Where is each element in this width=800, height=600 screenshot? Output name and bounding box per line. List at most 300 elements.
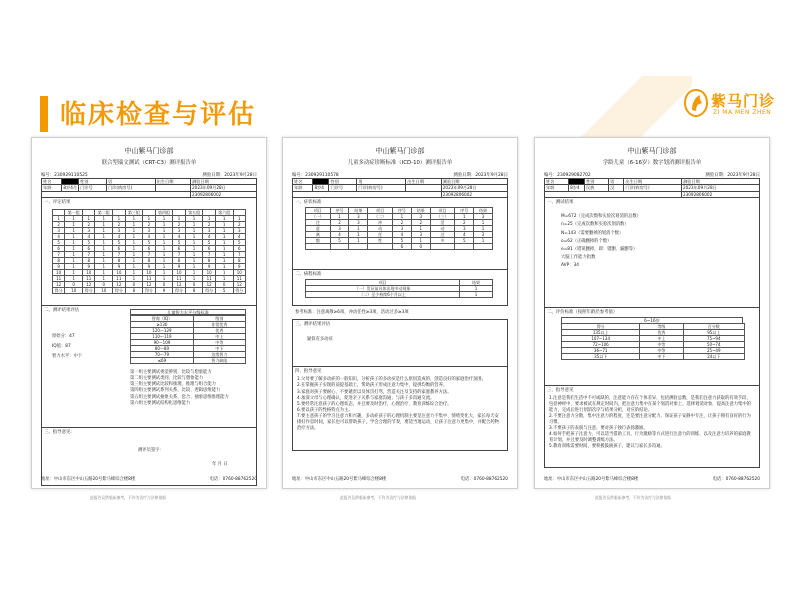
symptom-cell: 动 bbox=[368, 226, 393, 232]
symptom-cell: 3 bbox=[349, 220, 368, 226]
grid-cell: 10 bbox=[95, 288, 113, 294]
grid-cell: 1 bbox=[215, 240, 233, 246]
grid-cell: 6 bbox=[113, 246, 125, 252]
result-item: n=25（完成次数和实验次划消数） bbox=[561, 222, 629, 228]
grid-cell: 1 bbox=[125, 246, 143, 252]
patient-cell: 2023年09月28日 bbox=[681, 185, 759, 191]
patient-cell: 门诊(病房号) bbox=[624, 185, 682, 191]
footer-address: 地址：中山市东区中山五路20号紫马峰综合楼8楼 bbox=[544, 476, 639, 482]
symptom-table bbox=[305, 207, 493, 250]
section-heading: 二、病程标准 bbox=[295, 271, 322, 277]
course-cell: （一）发证前具体出现多动现象 bbox=[306, 286, 460, 292]
symptom-cell bbox=[330, 244, 349, 250]
grid-cell: 1 bbox=[185, 240, 203, 246]
symptom-cell: 1 bbox=[474, 238, 493, 244]
grid-cell: 1 bbox=[53, 216, 65, 222]
grid-cell: 得分 bbox=[143, 288, 155, 294]
grid-cell: 7 bbox=[143, 252, 155, 258]
section-heading: 二、评价标准（按照年龄层参考值） bbox=[547, 309, 618, 315]
report-id: 编号：230929110578 bbox=[292, 172, 339, 178]
grid-cell: 9 bbox=[113, 264, 125, 270]
grid-cell: 1 bbox=[65, 222, 83, 228]
symptom-header-cell: 项目 bbox=[306, 208, 331, 214]
grid-cell: 4 bbox=[233, 234, 245, 240]
patient-cell: 23092806002 bbox=[681, 191, 759, 197]
grid-cell: 1 bbox=[83, 216, 95, 222]
symptom-cell: 注 bbox=[306, 220, 331, 226]
symptom-cell: 多 bbox=[430, 238, 455, 244]
symptom-cell: 0 bbox=[411, 244, 430, 250]
level-cell: 优秀 bbox=[193, 327, 245, 333]
eval-header-cell: 百分数 bbox=[683, 324, 745, 330]
patient-cell: 测验日期 bbox=[190, 179, 256, 185]
report-org: 中山紫马门诊部 bbox=[375, 147, 425, 155]
grid-cell: 9 bbox=[155, 288, 173, 294]
grid-cell: 1 bbox=[215, 222, 233, 228]
symptom-cell: 1 bbox=[474, 220, 493, 226]
grid-cell: 1 bbox=[215, 270, 233, 276]
grid-cell: 9 bbox=[53, 264, 65, 270]
symptom-header-cell: 序号 bbox=[392, 208, 411, 214]
symptom-header-cell: 项目 bbox=[430, 208, 455, 214]
group-description: 第四组主要测试系列关系、比较、逻辑思维能力 bbox=[130, 388, 221, 394]
level-cell: 80—89 bbox=[131, 345, 194, 351]
eval-cell: 25~49 bbox=[683, 348, 745, 354]
table-row bbox=[562, 354, 745, 360]
grid-cell: 1 bbox=[215, 234, 233, 240]
grid-cell: 1 bbox=[155, 264, 173, 270]
group-description: 第一组主要测试视觉辨别、比较与想象能力 bbox=[130, 369, 212, 375]
symptom-cell: 任 bbox=[368, 232, 393, 238]
patient-cell: 姓名 bbox=[42, 179, 62, 185]
grid-cell: 10 bbox=[113, 270, 125, 276]
symptom-cell: 冲 bbox=[368, 220, 393, 226]
grid-cell: 5 bbox=[113, 240, 125, 246]
symptom-cell: 1 bbox=[455, 214, 474, 220]
grid-cell: 3 bbox=[113, 228, 125, 234]
grid-cell: 5 bbox=[83, 240, 95, 246]
grid-cell: 5 bbox=[203, 240, 215, 246]
grid-cell: 7 bbox=[83, 252, 95, 258]
symptom-cell: 3 bbox=[411, 214, 430, 220]
symptom-cell: 意 bbox=[306, 226, 331, 232]
section-heading: 三、指导意见 bbox=[547, 387, 574, 393]
section-heading: 一、测试结果 bbox=[547, 199, 574, 205]
section-heading: 一、评定结果 bbox=[44, 199, 71, 205]
eval-cell: 优秀 bbox=[640, 330, 683, 336]
group-description: 第五组主要测试抽象关系、套合、抽象思维推理能力 bbox=[130, 394, 229, 400]
grid-cell: 1 bbox=[215, 246, 233, 252]
symptom-cell: 动 bbox=[430, 226, 455, 232]
grid-cell: 11 bbox=[113, 276, 125, 282]
symptom-cell: （二） bbox=[368, 214, 393, 220]
section-evaluation bbox=[41, 306, 257, 428]
level-cell: 110—119 bbox=[131, 333, 194, 339]
symptom-cell bbox=[455, 244, 474, 250]
grid-header-cell: 第二组 bbox=[95, 210, 113, 216]
grid-cell: 1 bbox=[125, 240, 143, 246]
grid-cell: 3 bbox=[233, 228, 245, 234]
patient-cell: 男 bbox=[106, 179, 155, 185]
symptom-cell: 3 bbox=[411, 232, 430, 238]
patient-cell: 汉 bbox=[609, 185, 624, 191]
grid-header-cell: 第三组 bbox=[125, 210, 143, 216]
advice-list bbox=[549, 396, 755, 450]
grid-cell: 1 bbox=[185, 228, 203, 234]
symptom-cell: 4 bbox=[330, 232, 349, 238]
symptom-cell: 3 bbox=[474, 214, 493, 220]
grid-cell: 得分 bbox=[83, 288, 95, 294]
advice-item: 1.注意是我们生活中不可或缺的，注意能力存在个体差异，包括测验总数，是我们注意力获取的有效手段，包括神经中，要求被试在规定时间内，把注意力集中在某个划消对象上，选择划消对象，提高注意力集中的能力，完成后进行划消次序与结果分析，对应的结论。 bbox=[549, 396, 751, 414]
grid-cell: 2 bbox=[203, 222, 215, 228]
evaluation-result: 疑似有多动症 bbox=[307, 337, 333, 343]
grid-cell: 1 bbox=[95, 270, 113, 276]
patient-cell: 姓名 bbox=[293, 179, 313, 185]
advice-item: 7.要主意孩子的学习注意力和兴趣，多动症孩子的心理机制主要是注意力不集中、情绪变化大，家长每天安排好作息时间，家长也可以帮助孩子，学会合理的节奏，要适当地运动，让孩子注意力更集中，并配合药物治疗方法。 bbox=[297, 413, 499, 431]
eval-cell: 72~106 bbox=[562, 342, 640, 348]
grid-cell: 1 bbox=[185, 222, 203, 228]
advice-item: 2.不要注意力分散，集中注意力的程度，还是要注意分配力，保证孩子安静中专注，让孩子拥有良好的行为习惯。 bbox=[549, 414, 751, 426]
grid-cell: 1 bbox=[125, 270, 143, 276]
grid-cell: 12 bbox=[53, 282, 65, 288]
grid-cell: 1 bbox=[65, 276, 83, 282]
level-cell: 中等 bbox=[193, 339, 245, 345]
section-heading: 二、测评结果评估 bbox=[44, 307, 80, 313]
symptom-cell: 3 bbox=[392, 226, 411, 232]
report-id: 编号：230929082702 bbox=[544, 172, 591, 178]
grid-cell: 6 bbox=[173, 246, 185, 252]
grid-cell: 2 bbox=[83, 222, 95, 228]
report-footer bbox=[544, 477, 760, 482]
section-course bbox=[292, 270, 508, 306]
symptom-cell: 1 bbox=[392, 214, 411, 220]
logo-subtext: ZI MA MEN ZHEN bbox=[713, 109, 772, 116]
grid-cell: 1 bbox=[185, 264, 203, 270]
grid-cell: 10 bbox=[173, 270, 185, 276]
patient-cell: 男 bbox=[609, 179, 624, 185]
section-test-results bbox=[544, 198, 760, 308]
symptom-cell: 1 bbox=[411, 238, 430, 244]
grid-cell: 8 bbox=[185, 288, 203, 294]
patient-cell: 年龄 bbox=[42, 185, 62, 191]
level-cell: ≤69 bbox=[131, 357, 194, 363]
symptom-cell: 性 bbox=[368, 238, 393, 244]
grid-cell: 11 bbox=[203, 276, 215, 282]
grid-cell: 8 bbox=[173, 258, 185, 264]
eval-cell: 24以下 bbox=[683, 354, 745, 360]
eval-cell: 中等 bbox=[640, 348, 683, 354]
symptom-cell: （一） bbox=[306, 214, 331, 220]
grid-cell: 1 bbox=[155, 270, 173, 276]
advice-list bbox=[297, 377, 503, 431]
grid-cell: 11 bbox=[233, 276, 245, 282]
grid-cell: 1 bbox=[215, 252, 233, 258]
course-cell: 1 bbox=[460, 286, 493, 292]
table-row bbox=[131, 357, 246, 363]
grid-cell: 1 bbox=[95, 264, 113, 270]
grid-cell: 11 bbox=[83, 276, 95, 282]
symptom-cell: 1 bbox=[330, 214, 349, 220]
grid-cell: 7 bbox=[203, 252, 215, 258]
section-eval-standard bbox=[544, 308, 760, 386]
symptom-cell: 5 bbox=[330, 238, 349, 244]
section-heading: 三、指导意见： bbox=[44, 429, 75, 435]
eval-header-cell: 得分 bbox=[562, 324, 640, 330]
grid-cell: 1 bbox=[65, 258, 83, 264]
section-heading: 一、症状标准 bbox=[295, 199, 322, 205]
patient-cell: 测验日期 bbox=[681, 179, 759, 185]
title-accent-bar bbox=[40, 96, 48, 132]
grid-cell: 7 bbox=[113, 252, 125, 258]
grid-cell: 12 bbox=[113, 282, 125, 288]
symptom-header-cell: 结果 bbox=[411, 208, 430, 214]
patient-info-table bbox=[41, 178, 257, 198]
grid-cell: 1 bbox=[215, 276, 233, 282]
grid-cell: 4 bbox=[173, 234, 185, 240]
advice-item: 5.教育训练需要时间，要积极鼓励孩子，建议与家长多沟通。 bbox=[549, 444, 665, 450]
grid-cell: 1 bbox=[155, 246, 173, 252]
report-date: 测验日期：2023年9月28日 bbox=[705, 172, 760, 178]
grid-cell: 8 bbox=[83, 258, 95, 264]
grid-header-cell: 第五组 bbox=[185, 210, 203, 216]
patient-cell: 姓名 bbox=[545, 179, 569, 185]
report-title: 儿童多动症诊断标准（ICD-10）测评报告单 bbox=[347, 159, 453, 166]
grid-header-cell: 第六组 bbox=[215, 210, 233, 216]
advice-item: 5.要经常注意孩子的心理状态，并且要及时治疗，心理治疗、教育训练综合治疗。 bbox=[297, 401, 452, 407]
grid-cell: 1 bbox=[185, 216, 203, 222]
grid-cell: 5 bbox=[53, 240, 65, 246]
symptom-cell bbox=[306, 244, 331, 250]
symptom-cell: 5 bbox=[455, 238, 474, 244]
grid-cell: 3 bbox=[53, 228, 65, 234]
symptom-cell: 1 bbox=[349, 232, 368, 238]
result-item: 大脑工作能力指数 bbox=[561, 255, 596, 261]
symptom-cell bbox=[474, 244, 493, 250]
grid-cell: 4 bbox=[53, 234, 65, 240]
grid-cell: 8 bbox=[233, 258, 245, 264]
footer-phone: 电话：0760-88762520 bbox=[209, 476, 257, 482]
grid-cell: 6 bbox=[83, 246, 95, 252]
patient-cell: 性别 bbox=[329, 179, 357, 185]
table-row bbox=[53, 288, 246, 294]
symptom-header-cell: 序号 bbox=[455, 208, 474, 214]
level-cell: 智力缺陷 bbox=[193, 357, 245, 363]
grid-cell: 12 bbox=[203, 282, 215, 288]
course-table bbox=[305, 279, 493, 298]
symptom-cell: 3 bbox=[349, 214, 368, 220]
patient-cell: 23092806002 bbox=[441, 191, 507, 197]
symptom-cell bbox=[368, 244, 393, 250]
grid-cell: 5 bbox=[215, 288, 233, 294]
grid-cell: 10 bbox=[143, 270, 155, 276]
advice-item: 1.父母要了解多动症的一般知识，分析孩子的多动症是什么原因造成的，创造良好的家庭治疗氛围。 bbox=[297, 377, 486, 383]
grid-cell: 2 bbox=[143, 222, 155, 228]
grid-cell: 1 bbox=[155, 252, 173, 258]
report-id: 编号：230929110525 bbox=[41, 172, 88, 178]
grid-cell: 1 bbox=[233, 216, 245, 222]
grid-cell: 10 bbox=[203, 270, 215, 276]
grid-cell: 10 bbox=[53, 270, 65, 276]
header-decoration bbox=[552, 76, 692, 146]
grid-cell: 11 bbox=[143, 276, 155, 282]
symptom-header-cell: 结果 bbox=[349, 208, 368, 214]
iq-score: IQ值：87 bbox=[52, 343, 71, 349]
grid-cell: 1 bbox=[125, 228, 143, 234]
grid-cell: 1 bbox=[65, 240, 83, 246]
symptom-cell bbox=[430, 244, 455, 250]
footer-phone: 电话：0760-88762520 bbox=[712, 476, 760, 482]
symptom-cell: 1 bbox=[349, 238, 368, 244]
symptom-cell: 5 bbox=[392, 238, 411, 244]
grid-cell: 1 bbox=[155, 258, 173, 264]
grid-cell: 0 bbox=[215, 282, 233, 288]
grid-cell: 12 bbox=[173, 282, 185, 288]
level-cell: 70—79 bbox=[131, 351, 194, 357]
footer-address: 地址：中山市东区中山五路20号紫马峰综合楼8楼 bbox=[41, 476, 136, 482]
level-table-title: 儿童智力水平分级标准 bbox=[130, 309, 246, 315]
level-header-cell: 智商（IQ） bbox=[131, 315, 194, 321]
patient-cell: 年龄 bbox=[545, 185, 569, 191]
eval-cell: 95以上 bbox=[683, 330, 745, 336]
horse-logo-icon bbox=[683, 88, 709, 118]
eval-cell: 中上 bbox=[640, 336, 683, 342]
patient-cell bbox=[545, 191, 682, 197]
grid-cell: 1 bbox=[95, 276, 113, 282]
grid-cell: 1 bbox=[185, 234, 203, 240]
grid-cell: 1 bbox=[65, 264, 83, 270]
symptom-header-cell: 项目 bbox=[368, 208, 393, 214]
grid-cell: 1 bbox=[95, 216, 113, 222]
grid-cell: 1 bbox=[65, 228, 83, 234]
grid-cell: 8 bbox=[113, 258, 125, 264]
symptom-cell: 3 bbox=[330, 226, 349, 232]
patient-row bbox=[42, 191, 257, 197]
grid-cell: 得分 bbox=[53, 288, 65, 294]
grid-cell: 12 bbox=[233, 282, 245, 288]
symptom-cell: 3 bbox=[455, 226, 474, 232]
result-item: e=81（错误删掉，即：错删、漏删等） bbox=[561, 246, 638, 252]
footer-phone: 电话：0760-88762520 bbox=[460, 476, 508, 482]
table-row bbox=[306, 292, 493, 298]
report-sheet-cancellation bbox=[534, 137, 770, 489]
grid-cell: 1 bbox=[125, 258, 143, 264]
grid-cell: 1 bbox=[95, 258, 113, 264]
eval-header-cell: 等级 bbox=[640, 324, 683, 330]
patient-cell: 8岁4月 bbox=[63, 185, 78, 191]
result-item: N=143（需要删掉的划消个数） bbox=[561, 230, 624, 236]
report-org: 中山紫马门诊部 bbox=[124, 147, 174, 155]
patient-cell: 门诊号 bbox=[329, 185, 357, 191]
grid-cell: 得分 bbox=[203, 288, 215, 294]
group-description: 第三组主要测试比较和推理、推理与组合能力 bbox=[130, 382, 216, 388]
grid-cell: 8 bbox=[143, 258, 155, 264]
grid-cell: 11 bbox=[173, 276, 185, 282]
grid-cell: 0 bbox=[185, 282, 203, 288]
grid-cell: 1 bbox=[125, 276, 143, 282]
report-date: 测验日期：2023年9月28日 bbox=[202, 172, 257, 178]
grid-cell: 5 bbox=[173, 240, 185, 246]
grid-cell: 1 bbox=[65, 216, 83, 222]
report-sheet-crt bbox=[31, 137, 267, 489]
grid-cell: 1 bbox=[215, 258, 233, 264]
grid-cell: 9 bbox=[233, 264, 245, 270]
patient-info-table bbox=[292, 178, 508, 198]
patient-cell: 民族 bbox=[585, 185, 609, 191]
grid-cell: 1 bbox=[215, 264, 233, 270]
grid-cell: 得分 bbox=[113, 288, 125, 294]
footer-address: 地址：中山市东区中山五路20号紫马峰综合楼8楼 bbox=[292, 476, 387, 482]
symptom-cell: 离 bbox=[306, 232, 331, 238]
grid-cell: 1 bbox=[185, 258, 203, 264]
report-caption: 此报告仅供临床参考，不作为治疗与法律依据 bbox=[340, 495, 416, 500]
patient-cell: 男 bbox=[357, 179, 406, 185]
patient-cell: 出生日期 bbox=[624, 179, 682, 185]
grid-cell: 1 bbox=[65, 252, 83, 258]
grid-cell: 1 bbox=[155, 228, 173, 234]
symptom-cell: 4 bbox=[455, 232, 474, 238]
symptom-header-cell: 结果 bbox=[474, 208, 493, 214]
eval-cell: 75~94 bbox=[683, 336, 745, 342]
symptom-cell: 2 bbox=[392, 220, 411, 226]
grid-cell: 8 bbox=[53, 258, 65, 264]
grid-cell: 4 bbox=[143, 234, 155, 240]
grid-cell: 1 bbox=[155, 240, 173, 246]
table-row bbox=[306, 244, 493, 250]
eval-table bbox=[561, 323, 745, 360]
grid-cell: 7 bbox=[233, 252, 245, 258]
level-cell: ≥130 bbox=[131, 321, 194, 327]
level-cell: 120—129 bbox=[131, 327, 194, 333]
grid-cell: 1 bbox=[173, 216, 185, 222]
result-item: AVP：34 bbox=[561, 263, 579, 269]
eval-cell: 107~134 bbox=[562, 336, 640, 342]
grid-cell: 1 bbox=[155, 216, 173, 222]
grid-cell: 4 bbox=[83, 234, 95, 240]
grid-cell: 9 bbox=[203, 264, 215, 270]
report-caption: 此报告仅供临床参考，不作为治疗与法律依据 bbox=[595, 495, 671, 500]
grid-cell: 1 bbox=[113, 216, 125, 222]
grid-cell: 12 bbox=[83, 282, 95, 288]
grid-cell: 3 bbox=[173, 228, 185, 234]
grid-cell: 得分 bbox=[233, 288, 245, 294]
symptom-cell: 2 bbox=[455, 220, 474, 226]
symptom-cell: 过 bbox=[430, 232, 455, 238]
patient-cell: 出生日期 bbox=[406, 179, 441, 185]
test-results-list bbox=[561, 213, 743, 270]
patient-cell bbox=[293, 191, 442, 197]
grid-cell: 10 bbox=[65, 288, 83, 294]
grid-cell: 4 bbox=[113, 234, 125, 240]
course-cell: （二）至少持续6个月以上 bbox=[306, 292, 460, 298]
patient-cell: 门诊(病房号) bbox=[106, 185, 155, 191]
raw-score: 原始分：47 bbox=[52, 333, 75, 339]
patient-cell: 8岁4 bbox=[569, 185, 585, 191]
course-header-cell: 项目 bbox=[306, 280, 460, 286]
intelligence-level: 智力水平：中下 bbox=[52, 354, 83, 360]
grid-cell: 1 bbox=[185, 252, 203, 258]
grid-cell: 1 bbox=[143, 216, 155, 222]
grid-cell: 1 bbox=[125, 222, 143, 228]
grid-cell: 0 bbox=[125, 282, 143, 288]
grid-header-cell: 第四组 bbox=[155, 210, 173, 216]
advice-item: 3.不要孩子的表演与注意，要对孩子独行表扬激励。 bbox=[549, 426, 648, 432]
grid-cell: 7 bbox=[53, 252, 65, 258]
symptom-cell bbox=[349, 244, 368, 250]
grid-cell: 得分 bbox=[173, 288, 185, 294]
patient-info-table bbox=[544, 178, 760, 198]
symptom-cell: 散 bbox=[306, 238, 331, 244]
level-cell: 非常优秀 bbox=[193, 321, 245, 327]
